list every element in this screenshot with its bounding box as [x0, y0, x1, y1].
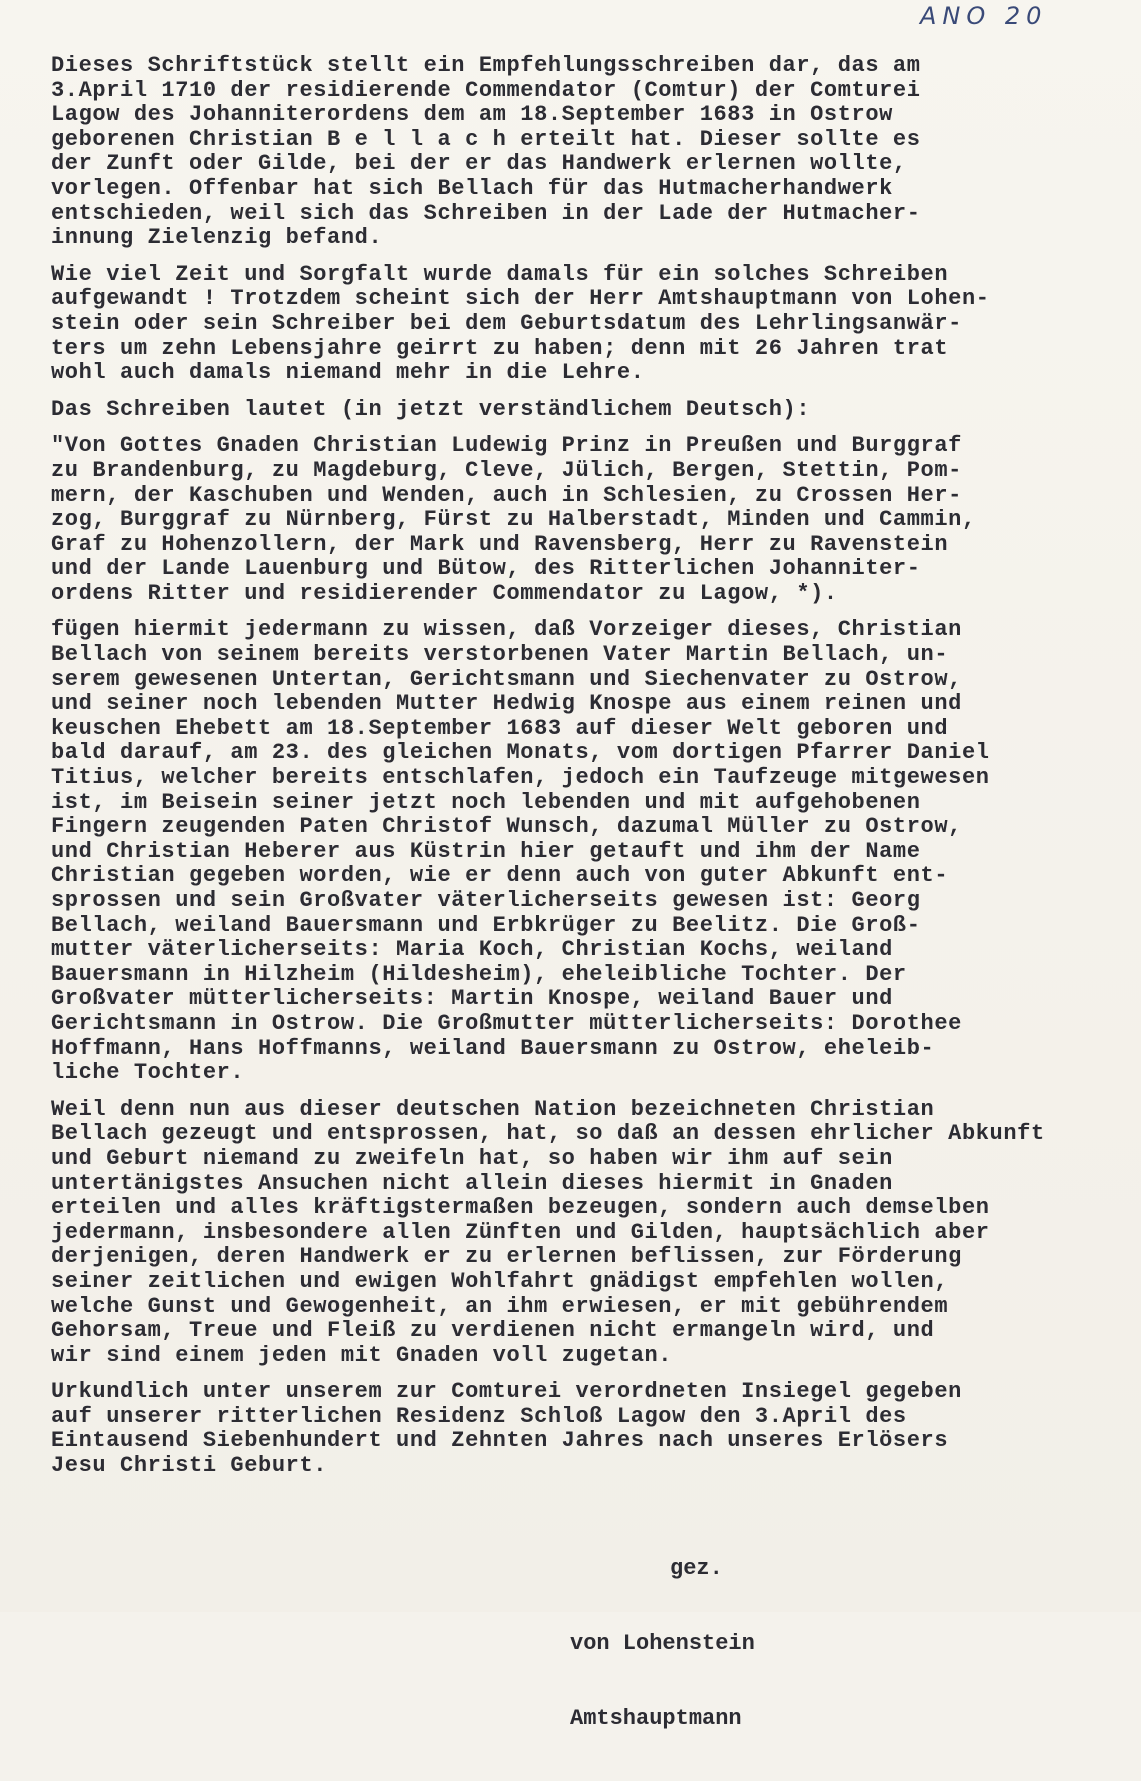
- text-line: Wie viel Zeit und Sorgfalt wurde damals für ein solches Schreiben: [51, 261, 949, 287]
- paragraph: [51, 54, 1101, 251]
- document-body: [51, 54, 1101, 1479]
- text-line: innung Zielenzig befand.: [51, 225, 383, 251]
- text-line: mutter väterlicherseits: Maria Koch, Christian Kochs, weiland: [51, 937, 893, 963]
- text-line: Bellach von seinem bereits verstorbenen Vater Martin Bellach, un-: [51, 642, 949, 668]
- text-line: derjenigen, deren Handwerk er zu erlernen beflissen, zur Förderung: [51, 1244, 962, 1270]
- text-line: Gehorsam, Treue und Fleiß zu verdienen nicht ermangeln wird, und: [51, 1318, 935, 1344]
- text-line: Bellach, weiland Bauersmann und Erbkrüger zu Beelitz. Die Groß-: [51, 912, 921, 938]
- text-line: auf unserer ritterlichen Residenz Schloß Lagow den 3.April des: [51, 1403, 907, 1429]
- paragraph: [51, 263, 1101, 386]
- signature-title: Amtshauptmann: [570, 1706, 742, 1731]
- text-line: Hoffmann, Hans Hoffmanns, weiland Bauersmann zu Ostrow, eheleib-: [51, 1035, 935, 1061]
- paragraph: [51, 434, 1101, 606]
- text-line: entschieden, weil sich das Schreiben in der Lade der Hutmacher-: [51, 200, 921, 226]
- text-line: ist, im Beisein seiner jetzt noch lebenden und mit aufgehobenen: [51, 789, 921, 815]
- text-line: Eintausend Siebenhundert und Zehnten Jahres nach unseres Erlösers: [51, 1428, 949, 1454]
- paragraph: [51, 1380, 1101, 1478]
- text-line: Weil denn nun aus dieser deutschen Nation bezeichneten Christian: [51, 1096, 935, 1122]
- text-line: Urkundlich unter unserem zur Comturei verordneten Insiegel gegeben: [51, 1379, 962, 1405]
- text-line: Gerichtsmann in Ostrow. Die Großmutter mütterlicherseits: Dorothee: [51, 1010, 962, 1036]
- text-line: Großvater mütterlicherseits: Martin Knospe, weiland Bauer und: [51, 986, 893, 1012]
- signature-block: [570, 1506, 755, 1781]
- text-line: Lagow des Johanniterordens dem am 18.September 1683 in Ostrow: [51, 102, 893, 128]
- paragraph: [51, 398, 1101, 423]
- text-line: "Von Gottes Gnaden Christian Ludewig Prinz in Preußen und Burggraf: [51, 433, 962, 459]
- text-line: serem gewesenen Untertan, Gerichtsmann und Siechenvater zu Ostrow,: [51, 666, 962, 692]
- text-line: geborenen Christian B e l l a c h erteilt hat. Dieser sollte es: [51, 126, 921, 152]
- text-line: und Christian Heberer aus Küstrin hier getauft und ihm der Name: [51, 838, 921, 864]
- text-line: stein oder sein Schreiber bei dem Geburtsdatum des Lehrlingsanwär-: [51, 310, 962, 336]
- text-line: der Zunft oder Gilde, bei der er das Handwerk erlernen wollte,: [51, 151, 907, 177]
- text-line: vorlegen. Offenbar hat sich Bellach für das Hutmacherhandwerk: [51, 175, 893, 201]
- text-line: Christian gegeben worden, wie er denn auch von guter Abkunft ent-: [51, 863, 949, 889]
- paragraph-gap: [51, 1086, 1101, 1098]
- text-line: aufgewandt ! Trotzdem scheint sich der Herr Amtshauptmann von Lohen-: [51, 286, 990, 312]
- text-line: und Geburt niemand zu zweifeln hat, so haben wir ihm auf sein: [51, 1145, 893, 1171]
- text-line: Jesu Christi Geburt.: [51, 1453, 328, 1479]
- text-line: mern, der Kaschuben und Wenden, auch in Schlesien, zu Crossen Her-: [51, 482, 962, 508]
- text-line: jedermann, insbesondere allen Zünften und Gilden, hauptsächlich aber: [51, 1219, 990, 1245]
- text-line: Das Schreiben lautet (in jetzt verständlichem Deutsch):: [51, 396, 811, 422]
- text-line: Bellach gezeugt und entsprossen, hat, so daß an dessen ehrlicher Abkunft: [51, 1121, 1045, 1147]
- text-line: zu Brandenburg, zu Magdeburg, Cleve, Jülich, Bergen, Stettin, Pom-: [51, 457, 962, 483]
- text-line: und seiner noch lebenden Mutter Hedwig Knospe aus einem reinen und: [51, 691, 962, 717]
- text-line: und der Lande Lauenburg und Bütow, des Ritterlichen Johanniter-: [51, 556, 921, 582]
- text-line: keuschen Ehebett am 18.September 1683 auf dieser Welt geboren und: [51, 715, 949, 741]
- text-line: ters um zehn Lebensjahre geirrt zu haben; denn mit 26 Jahren trat: [51, 335, 949, 361]
- text-line: fügen hiermit jedermann zu wissen, daß Vorzeiger dieses, Christian: [51, 617, 962, 643]
- text-line: ordens Ritter und residierender Commendator zu Lagow, *).: [51, 580, 838, 606]
- text-line: 3.April 1710 der residierende Commendator (Comtur) der Comturei: [51, 77, 921, 103]
- handwritten-annotation: ANO 20: [920, 2, 1048, 30]
- text-line: seiner zeitlichen und ewigen Wohlfahrt gnädigst empfehlen wollen,: [51, 1268, 949, 1294]
- text-line: Dieses Schriftstück stellt ein Empfehlungsschreiben dar, das am: [51, 53, 921, 78]
- signature-gez: gez.: [670, 1556, 723, 1581]
- text-line: bald darauf, am 23. des gleichen Monats, vom dortigen Pfarrer Daniel: [51, 740, 990, 766]
- text-line: zog, Burggraf zu Nürnberg, Fürst zu Halberstadt, Minden und Cammin,: [51, 507, 976, 533]
- text-line: welche Gunst und Gewogenheit, an ihm erwiesen, er mit gebührendem: [51, 1293, 949, 1319]
- text-line: sprossen und sein Großvater väterlicherseits gewesen ist: Georg: [51, 888, 921, 913]
- text-line: Bauersmann in Hilzheim (Hildesheim), eheleibliche Tochter. Der: [51, 961, 907, 987]
- paragraph-gap: [51, 251, 1101, 263]
- text-line: Titius, welcher bereits entschlafen, jedoch ein Taufzeuge mitgewesen: [51, 765, 990, 791]
- text-line: Graf zu Hohenzollern, der Mark und Ravensberg, Herr zu Ravenstein: [51, 531, 949, 557]
- text-line: untertänigstes Ansuchen nicht allein dieses hiermit in Gnaden: [51, 1170, 893, 1196]
- text-line: erteilen und alles kräftigstermaßen bezeugen, sondern auch demselben: [51, 1195, 990, 1221]
- signature-name: von Lohenstein: [570, 1631, 755, 1656]
- text-line: liche Tochter.: [51, 1060, 245, 1086]
- text-line: wohl auch damals niemand mehr in die Lehre.: [51, 360, 645, 386]
- paragraph-gap: [51, 386, 1101, 398]
- paragraph: [51, 1098, 1101, 1369]
- paragraph: [51, 618, 1101, 1085]
- text-line: Fingern zeugenden Paten Christof Wunsch, dazumal Müller zu Ostrow,: [51, 814, 962, 840]
- text-line: wir sind einem jeden mit Gnaden voll zugetan.: [51, 1342, 673, 1368]
